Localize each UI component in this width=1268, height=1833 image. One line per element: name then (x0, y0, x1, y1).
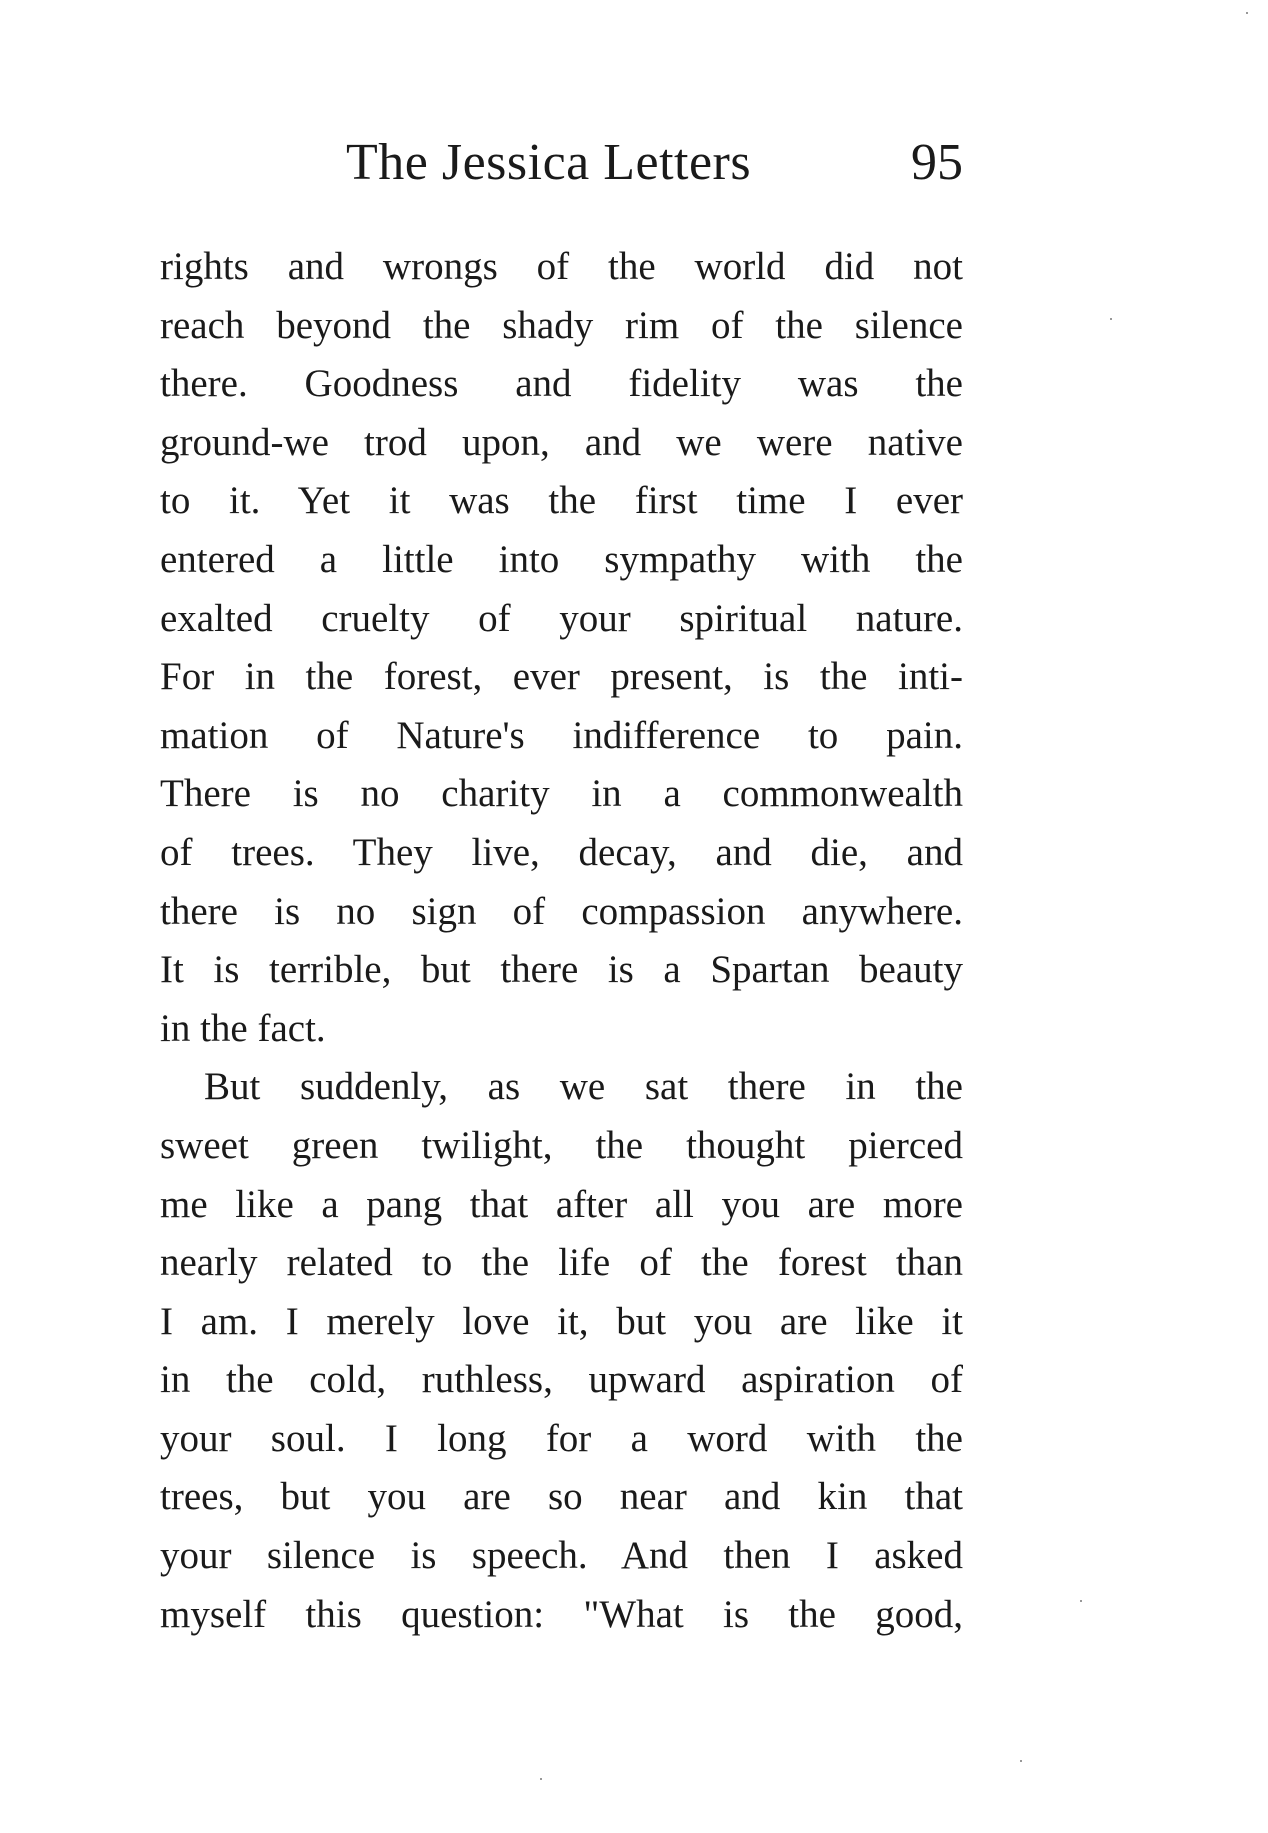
paper-speck (1020, 1760, 1022, 1762)
page-number: 95 (911, 134, 963, 191)
text-line: exalted cruelty of your spiritual nature. (160, 596, 963, 640)
text-line: there. Goodness and fidelity was the (160, 362, 963, 406)
text-line: rights and wrongs of the world did not (160, 245, 963, 288)
text-line: There is no charity in a commonwealth (160, 772, 963, 816)
paper-speck (1080, 1600, 1082, 1602)
text-line: in the cold, ruthless, upward aspiration of (160, 1358, 963, 1402)
text-line: I am. I merely love it, but you are like it (160, 1299, 963, 1343)
text-line: in the fact. (160, 1006, 326, 1050)
body-text (160, 238, 963, 1644)
text-line: It is terrible, but there is a Spartan beauty (160, 948, 963, 992)
text-line: ground-we trod upon, and we were native (160, 420, 963, 464)
paper-speck (1246, 12, 1248, 14)
paper-speck (1110, 318, 1112, 320)
running-head (160, 128, 963, 198)
text-line: of trees. They live, decay, and die, and (160, 830, 963, 874)
text-line: But suddenly, as we sat there in the (204, 1065, 963, 1109)
text-line: there is no sign of compassion anywhere. (160, 889, 963, 933)
text-line: to it. Yet it was the first time I ever (160, 479, 963, 523)
paper-speck (540, 1778, 542, 1780)
text-line: your silence is speech. And then I asked (160, 1534, 963, 1578)
running-head-title: The Jessica Letters (346, 134, 752, 191)
text-line: mation of Nature's indifference to pain. (160, 713, 963, 757)
text-line: your soul. I long for a word with the (160, 1416, 963, 1460)
text-line: nearly related to the life of the forest than (160, 1241, 963, 1285)
text-line: me like a pang that after all you are more (160, 1182, 963, 1226)
paragraph (160, 1058, 963, 1644)
text-line: reach beyond the shady rim of the silence (160, 303, 963, 347)
text-line: myself this question: "What is the good, (160, 1592, 963, 1636)
text-line: sweet green twilight, the thought pierced (160, 1123, 963, 1167)
text-line: entered a little into sympathy with the (160, 537, 963, 581)
paragraph (160, 238, 963, 1058)
text-line: trees, but you are so near and kin that (160, 1475, 963, 1519)
text-line: For in the forest, ever present, is the inti- (160, 655, 963, 699)
